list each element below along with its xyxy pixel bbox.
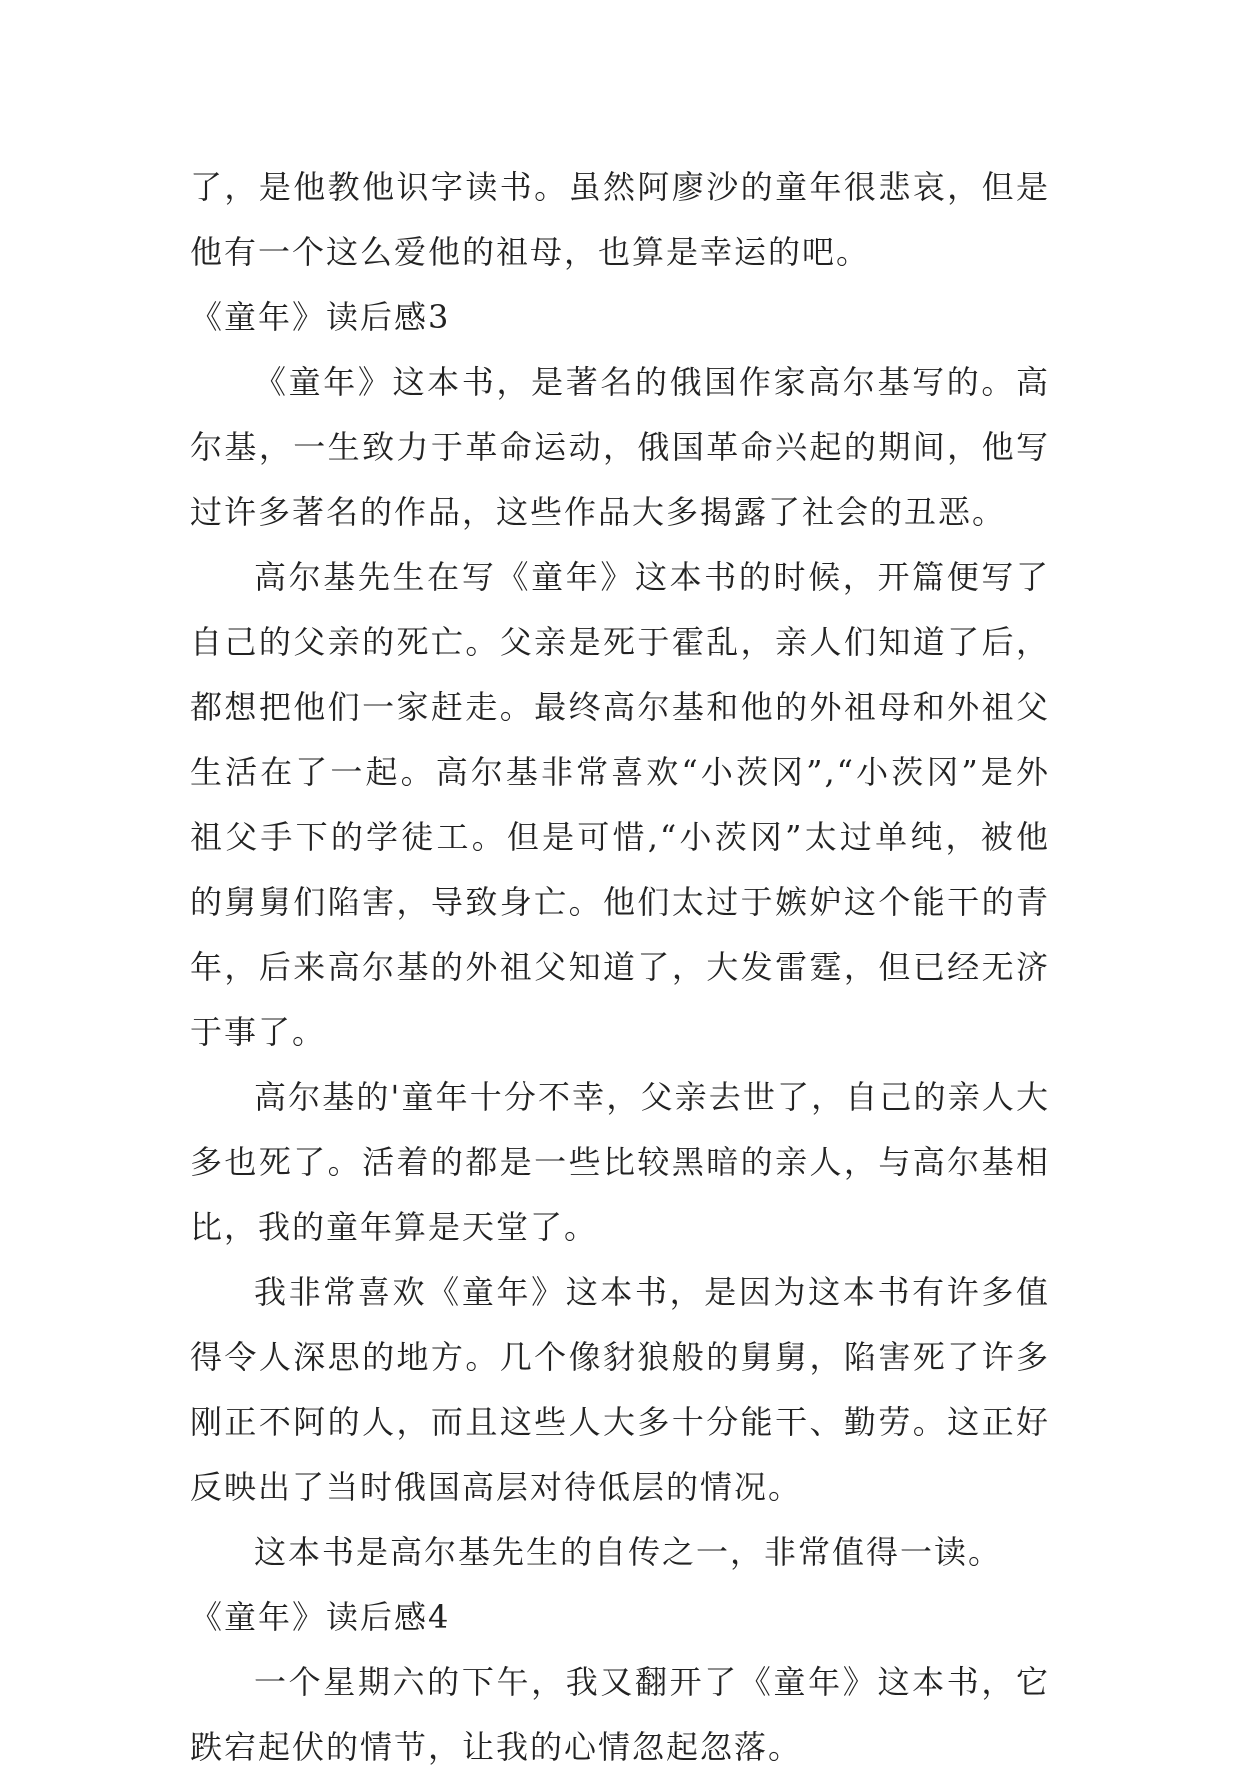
section-heading-3: 《童年》读后感3 [190, 298, 451, 336]
paragraph: 这本书是高尔基先生的自传之一，非常值得一读。 [254, 1533, 1003, 1571]
paragraph: 《童年》这本书，是著名的俄国作家高尔基写的。高尔基，一生致力于革命运动，俄国革命兴起的期间，他写过许多著名的作品，这些作品大多揭露了社会的丑恶。 [190, 363, 1050, 531]
paragraph: 高尔基的'童年十分不幸，父亲去世了，自己的亲人大多也死了。活着的都是一些比较黑暗的亲人，与高尔基相比，我的童年算是天堂了。 [190, 1078, 1050, 1246]
paragraph: 一个星期六的下午，我又翻开了《童年》这本书，它跌宕起伏的情节，让我的心情忽起忽落。 [190, 1663, 1050, 1766]
paragraph: 我非常喜欢《童年》这本书，是因为这本书有许多值得令人深思的地方。几个像豺狼般的舅舅，陷害死了许多刚正不阿的人，而且这些人大多十分能干、勤劳。这正好反映出了当时俄国高层对待低层的情况。 [190, 1273, 1050, 1506]
document-body [190, 155, 1050, 1780]
paragraph: 高尔基先生在写《童年》这本书的时候，开篇便写了自己的父亲的死亡。父亲是死于霍乱，亲人们知道了后，都想把他们一家赶走。最终高尔基和他的外祖母和外祖父生活在了一起。高尔基非常喜欢“小茨冈”,“小茨冈”是外祖父手下的学徒工。但是可惜,“小茨冈”太过单纯，被他的舅舅们陷害，导致身亡。他们太过于嫉妒这个能干的青年，后来高尔基的外祖父知道了，大发雷霆，但已经无济于事了。 [190, 558, 1050, 1051]
paragraph-continued: 了，是他教他识字读书。虽然阿廖沙的童年很悲哀，但是他有一个这么爱他的祖母，也算是幸运的吧。 [190, 168, 1050, 271]
section-heading-4: 《童年》读后感4 [190, 1598, 451, 1636]
